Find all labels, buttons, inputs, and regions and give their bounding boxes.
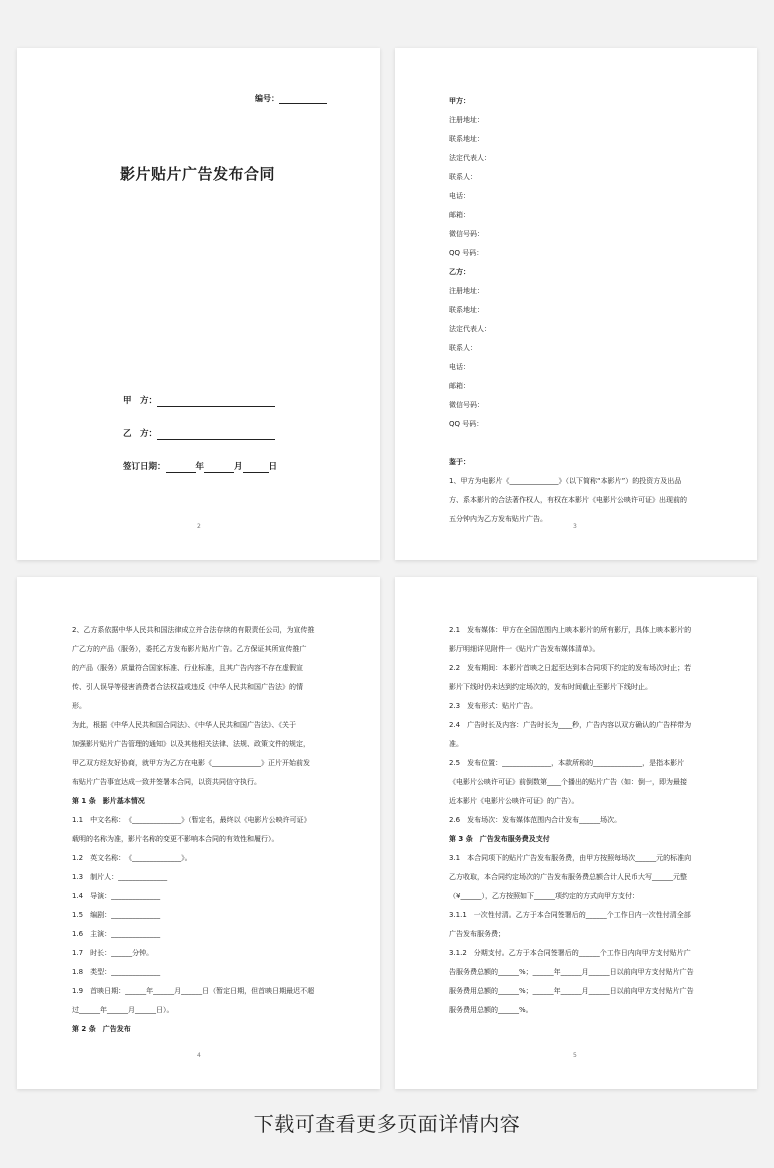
text-line: 影厅明细详见附件一《贴片广告发布媒体清单》。: [449, 645, 600, 653]
day-blank: [243, 462, 269, 473]
page-number: 5: [573, 1052, 577, 1059]
text-line: 邮箱：: [449, 382, 470, 390]
text-line: 服务费用总额的______%。: [449, 1006, 533, 1014]
text-line: 1.4 导演：______________: [72, 892, 161, 900]
party-b-blank: [157, 429, 275, 440]
text-line: 准。: [449, 740, 463, 748]
month-blank: [204, 462, 234, 473]
text-line: 1.1 中文名称： 《______________》（暂定名，最终以《电影片公映许可证》: [72, 816, 311, 824]
text-line: 广告发布服务费；: [449, 930, 505, 938]
party-a-blank: [157, 396, 275, 407]
text-line: 载明的名称为准，影片名称的变更不影响本合同的有效性和履行）。: [72, 835, 279, 843]
page-5-terms: [395, 577, 757, 1089]
text-line: 服务费用总额的______%；______年______月______日以前向甲方支付贴片广告: [449, 987, 694, 995]
text-line: 2.4 广告时长及内容：广告时长为____秒，广告内容以双方确认的广告样带为: [449, 721, 692, 729]
text-line: 形。: [72, 702, 86, 710]
text-line: [449, 434, 687, 453]
party-b-label: 乙 方：: [123, 429, 158, 439]
text-line: （¥______），乙方按照如下______项约定的方式向甲方支付：: [449, 892, 639, 900]
text-line: 传、引人误导等侵害消费者合法权益或违反《中华人民共和国广告法》的情: [72, 683, 303, 691]
text-line: 邮箱：: [449, 211, 470, 219]
text-line: 1、甲方为电影片《______________》（以下简称“本影片”）的投资方及出品: [449, 477, 682, 485]
contract-number-label: 编号：: [255, 94, 279, 103]
text-line: 电话：: [449, 192, 470, 200]
text-line: 联系地址：: [449, 306, 484, 314]
text-line: 近本影片《电影片公映许可证》的广告）。: [449, 797, 579, 805]
text-line: 乙方收取，本合同约定场次的广告发布服务费总额合计人民币大写______元整: [449, 873, 687, 881]
page-number: 4: [197, 1052, 201, 1059]
text-line: 联系地址：: [449, 135, 484, 143]
text-line: 微信号码：: [449, 401, 484, 409]
text-line: 电话：: [449, 363, 470, 371]
page-4-terms: [17, 577, 380, 1089]
text-line: 布贴片广告事宜达成一致并签署本合同，以资共同信守执行。: [72, 778, 261, 786]
text-line: 甲乙双方经友好协商，就甲方为乙方在电影《______________》正片开始前发: [72, 759, 310, 767]
text-line: 联系人：: [449, 173, 477, 181]
text-line: 2.3 发布形式：贴片广告。: [449, 702, 538, 710]
sign-date: [123, 460, 277, 473]
text-line: 3.1 本合同项下的贴片广告发布服务费，由甲方按照每场次______元的标准向: [449, 854, 692, 862]
party-a-signature: [123, 394, 275, 407]
text-line: 第 2 条 广告发布: [72, 1025, 131, 1033]
text-line: 3.1.2 分期支付。乙方于本合同签署后的______个工作日内向甲方支付贴片广: [449, 949, 691, 957]
text-line: 2.2 发布期间：本影片首映之日起至达到本合同项下约定的发布场次时止；若: [449, 664, 692, 672]
parties-text: [449, 92, 687, 529]
text-line: 方、系本影片的合法著作权人，有权在本影片《电影片公映许可证》出现前的: [449, 496, 687, 504]
contract-number-blank: [279, 94, 327, 104]
text-line: 乙方：: [449, 268, 470, 276]
text-line: 《电影片公映许可证》前倒数第____个播出的贴片广告（如：倒一，即为最接: [449, 778, 687, 786]
contract-number: [255, 93, 327, 104]
text-line: 1.7 时长：______分钟。: [72, 949, 154, 957]
text-line: 为此，根据《中华人民共和国合同法》、《中华人民共和国广告法》、《关于: [72, 721, 296, 729]
text-line: 微信号码：: [449, 230, 484, 238]
sign-date-label: 签订日期：: [123, 462, 166, 472]
text-line: 第 1 条 影片基本情况: [72, 797, 145, 805]
text-line: 1.3 制片人：______________: [72, 873, 168, 881]
text-line: 1.9 首映日期：______年______月______日（暂定日期，但首映日期最迟不超: [72, 987, 315, 995]
text-line: 过______年______月______日）。: [72, 1006, 174, 1014]
page-3-parties: [395, 48, 757, 560]
page-number: 3: [573, 523, 577, 530]
text-line: 告服务费总额的______%；______年______月______日以前向甲方支付贴片广告: [449, 968, 694, 976]
contract-title: 影片贴片广告发布合同: [120, 165, 276, 183]
text-line: 2、乙方系依据中华人民共和国法律成立并合法存续的有限责任公司，为宣传推: [72, 626, 315, 634]
text-line: 联系人：: [449, 344, 477, 352]
text-line: 2.1 发布媒体：甲方在全国范围内上映本影片的所有影厅，具体上映本影片的: [449, 626, 692, 634]
terms-text: [449, 621, 694, 1020]
text-line: 的产品（服务）质量符合国家标准、行业标准，且其广告内容不存在虚假宣: [72, 664, 303, 672]
text-line: 甲方：: [449, 97, 470, 105]
party-b-signature: [123, 427, 275, 440]
year-blank: [166, 462, 196, 473]
text-line: 2.5 发布位置：______________，本款所称的______________，是指本影片: [449, 759, 685, 767]
text-line: 1.5 编剧：______________: [72, 911, 161, 919]
year-label: 年: [195, 462, 205, 472]
text-line: 法定代表人：: [449, 325, 491, 333]
month-label: 月: [234, 462, 243, 472]
text-line: 1.8 类型：______________: [72, 968, 161, 976]
text-line: QQ 号码：: [449, 249, 484, 257]
text-line: 第 3 条 广告发布服务费及支付: [449, 835, 550, 843]
text-line: QQ 号码：: [449, 420, 484, 428]
party-a-label: 甲 方：: [123, 396, 158, 406]
text-line: 广乙方的产品（服务），委托乙方发布影片贴片广告。乙方保证其所宣传推广: [72, 645, 307, 653]
text-line: 法定代表人：: [449, 154, 491, 162]
text-line: 1.2 英文名称： 《______________》。: [72, 854, 192, 862]
text-line: 注册地址：: [449, 287, 484, 295]
day-label: 日: [268, 462, 278, 472]
text-line: 五分钟内为乙方发布贴片广告。: [449, 515, 547, 523]
text-line: 注册地址：: [449, 116, 484, 124]
text-line: 2.6 发布场次：发布媒体范围内合计发布______场次。: [449, 816, 622, 824]
text-line: 鉴于：: [449, 458, 470, 466]
text-line: 3.1.1 一次性付清。乙方于本合同签署后的______个工作日内一次性付清全部: [449, 911, 691, 919]
download-caption: 下载可查看更多页面详情内容: [253, 1112, 521, 1136]
terms-text: [72, 621, 314, 1039]
text-line: 加强影片贴片广告管理的通知》以及其他相关法律、法规、政策文件的规定，: [72, 740, 310, 748]
text-line: 1.6 主演：______________: [72, 930, 161, 938]
page-number: 2: [197, 523, 201, 530]
page-2-cover: [17, 48, 380, 560]
text-line: 影片下线时仍未达到约定场次的，发布时间截止至影片下线时止。: [449, 683, 652, 691]
